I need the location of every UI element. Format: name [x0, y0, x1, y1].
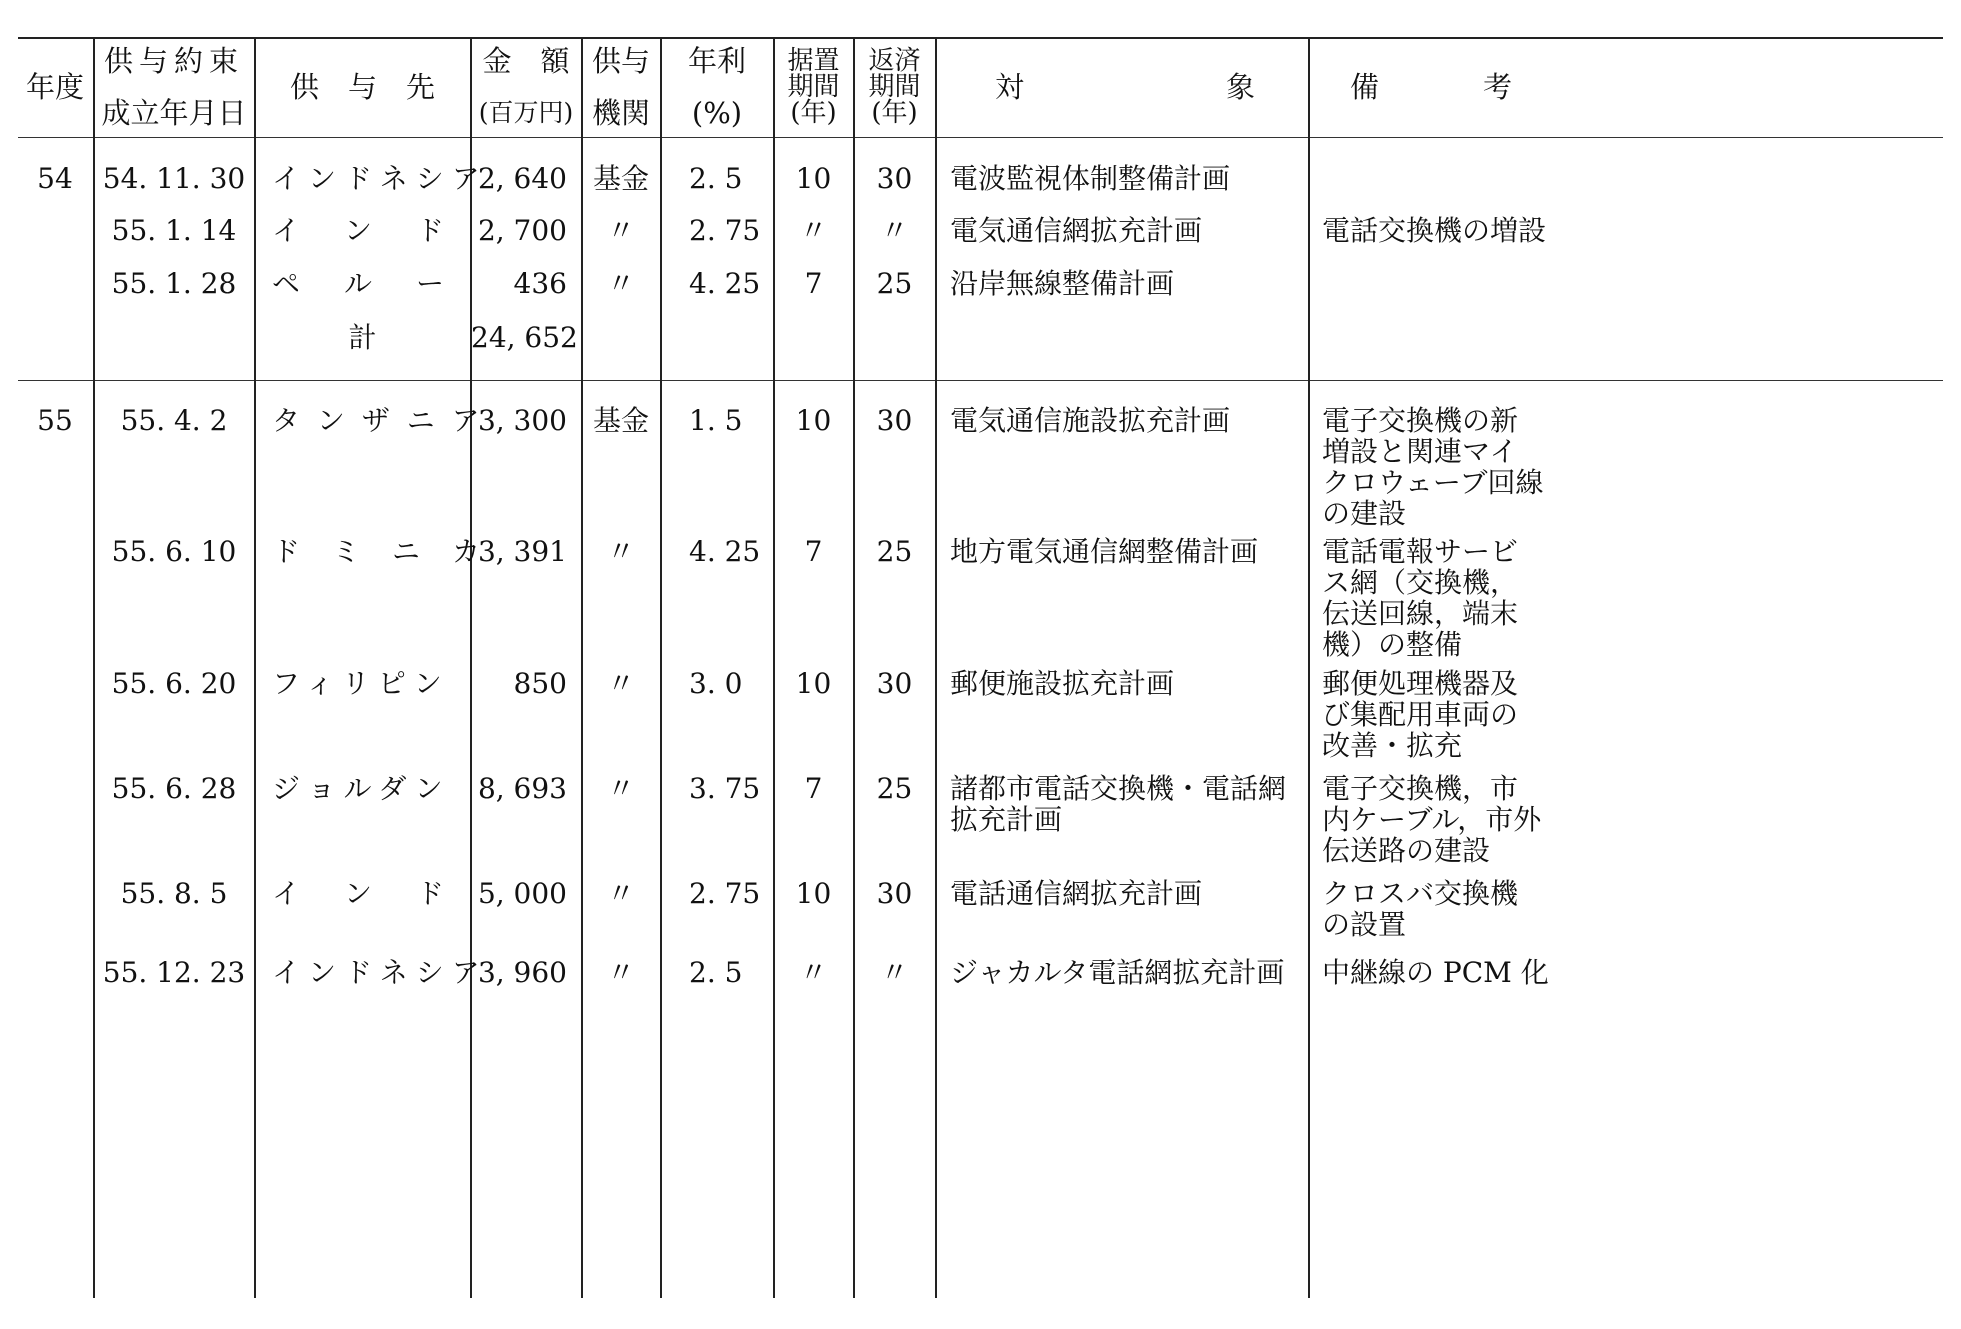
section-divider-rule	[18, 380, 1943, 381]
cell-agency: 〃	[606, 214, 635, 247]
cell-remarks: 電子交換機の新増設と関連マイクロウェーブ回線の建設	[1322, 404, 1544, 530]
cell-rate: 4. 25	[689, 267, 761, 300]
header-amount-line1: 金 額	[482, 44, 570, 78]
cell-date: 55. 12. 23	[102, 956, 246, 989]
cell-recipient: ペ ル ー	[272, 267, 453, 300]
cell-agency: 基金	[592, 404, 649, 437]
header-remarks	[1350, 70, 1512, 104]
cell-grace: 〃	[799, 956, 828, 989]
col-divider	[254, 38, 256, 1298]
cell-rate: 3. 75	[689, 772, 761, 805]
cell-rate: 2. 5	[689, 162, 743, 195]
cell-remarks: 電話電報サービス網（交換機，伝送回線，端末機）の整備	[1322, 535, 1519, 661]
header-rate-line2: (%)	[691, 96, 743, 130]
cell-agency: 基金	[592, 162, 649, 195]
cell-grace: 10	[795, 162, 832, 195]
col-divider	[935, 38, 937, 1298]
cell-rate: 2. 75	[689, 214, 761, 247]
cell-agency: 〃	[606, 772, 635, 805]
cell-repay: 30	[876, 404, 913, 437]
table-top-rule	[18, 37, 1943, 39]
total-label: 計	[348, 321, 377, 354]
cell-date: 55. 1. 28	[111, 267, 237, 300]
cell-repay: 25	[876, 267, 913, 300]
cell-target: ジャカルタ電話網拡充計画	[950, 956, 1285, 989]
cell-amount: 3, 960	[477, 956, 567, 989]
cell-target: 電気通信施設拡充計画	[950, 404, 1231, 437]
cell-date: 54. 11. 30	[102, 162, 246, 195]
header-rate-line1: 年利	[687, 44, 746, 78]
cell-grace: 7	[804, 772, 823, 805]
cell-date: 55. 6. 28	[111, 772, 237, 805]
cell-target: 電話通信網拡充計画	[950, 877, 1203, 910]
header-grace-line2: 期間	[787, 72, 840, 102]
header-remarks-b: 考	[1482, 70, 1512, 104]
header-target-a: 対	[995, 70, 1025, 104]
cell-recipient: ジョルダン	[272, 772, 451, 805]
cell-amount: 8, 693	[477, 772, 567, 805]
cell-date: 55. 1. 14	[111, 214, 237, 247]
cell-year: 55	[37, 404, 73, 437]
header-remarks-a: 備	[1350, 70, 1380, 104]
cell-grace: 10	[795, 667, 832, 700]
cell-remarks: 郵便処理機器及び集配用車両の改善・拡充	[1322, 667, 1519, 762]
cell-agency: 〃	[606, 956, 635, 989]
cell-repay: 30	[876, 877, 913, 910]
cell-remarks: 中継線の PCM 化	[1322, 956, 1549, 989]
cell-recipient: イ ン ド	[272, 877, 453, 910]
cell-repay: 30	[876, 162, 913, 195]
cell-grace: 10	[795, 404, 832, 437]
header-target-b: 象	[1225, 70, 1255, 104]
cell-target: 沿岸無線整備計画	[950, 267, 1175, 300]
header-grace-line1: 据置	[787, 46, 840, 76]
cell-recipient: フィリピン	[272, 667, 450, 700]
cell-remarks: 電子交換機，市内ケーブル，市外伝送路の建設	[1322, 772, 1542, 867]
header-repay-line3: (年)	[871, 98, 918, 128]
header-recipient: 供 与 先	[289, 70, 435, 104]
cell-remarks: 電話交換機の増設	[1322, 214, 1547, 247]
cell-grace: 7	[804, 267, 823, 300]
header-repay-line1: 返済	[868, 46, 921, 76]
cell-amount: 850	[513, 667, 567, 700]
cell-rate: 1. 5	[689, 404, 743, 437]
cell-agency: 〃	[606, 667, 635, 700]
cell-recipient: インドネシア	[272, 162, 488, 195]
cell-target: 電波監視体制整備計画	[950, 162, 1231, 195]
cell-date: 55. 4. 2	[120, 404, 228, 437]
cell-repay: 25	[876, 772, 913, 805]
cell-date: 55. 8. 5	[120, 877, 228, 910]
cell-repay: 30	[876, 667, 913, 700]
cell-rate: 3. 0	[689, 667, 743, 700]
cell-target: 諸都市電話交換機・電話網拡充計画	[950, 772, 1287, 836]
cell-year: 54	[37, 162, 73, 195]
cell-amount: 5, 000	[477, 877, 567, 910]
cell-recipient: ド ミ ニ カ	[272, 535, 483, 568]
header-year: 年度	[25, 70, 84, 104]
cell-agency: 〃	[606, 877, 635, 910]
header-grace-line3: (年)	[790, 98, 837, 128]
cell-date: 55. 6. 20	[111, 667, 237, 700]
header-target	[995, 70, 1255, 104]
cell-amount: 3, 300	[477, 404, 567, 437]
cell-amount: 436	[513, 267, 567, 300]
cell-target: 地方電気通信網整備計画	[950, 535, 1259, 568]
header-bottom-rule	[18, 137, 1943, 138]
cell-date: 55. 6. 10	[111, 535, 237, 568]
header-agency-line2: 機関	[591, 96, 650, 130]
cell-agency: 〃	[606, 267, 635, 300]
header-amount-line2: (百万円)	[478, 98, 574, 127]
header-date-line1: 供与約束	[103, 44, 244, 78]
col-divider	[1308, 38, 1310, 1298]
cell-amount: 2, 700	[477, 214, 567, 247]
cell-grace: 〃	[799, 214, 828, 247]
cell-repay: 〃	[880, 956, 909, 989]
cell-rate: 2. 75	[689, 877, 761, 910]
col-divider	[660, 38, 662, 1298]
cell-rate: 4. 25	[689, 535, 761, 568]
cell-target: 電気通信網拡充計画	[950, 214, 1203, 247]
header-agency-line1: 供与	[591, 44, 650, 78]
cell-repay: 25	[876, 535, 913, 568]
total-amount: 24, 652	[471, 321, 578, 354]
cell-grace: 7	[804, 535, 823, 568]
cell-recipient: インドネシア	[272, 956, 488, 989]
cell-rate: 2. 5	[689, 956, 743, 989]
cell-repay: 〃	[880, 214, 909, 247]
cell-amount: 2, 640	[477, 162, 567, 195]
header-date-line2: 成立年月日	[101, 96, 247, 130]
cell-remarks: クロスバ交換機の設置	[1322, 877, 1519, 941]
cell-amount: 3, 391	[477, 535, 567, 568]
cell-recipient: イ ン ド	[272, 214, 453, 247]
cell-target: 郵便施設拡充計画	[950, 667, 1175, 700]
cell-recipient: タ ン ザ ニ ア	[272, 404, 484, 437]
header-repay-line2: 期間	[868, 72, 921, 102]
cell-agency: 〃	[606, 535, 635, 568]
cell-grace: 10	[795, 877, 832, 910]
